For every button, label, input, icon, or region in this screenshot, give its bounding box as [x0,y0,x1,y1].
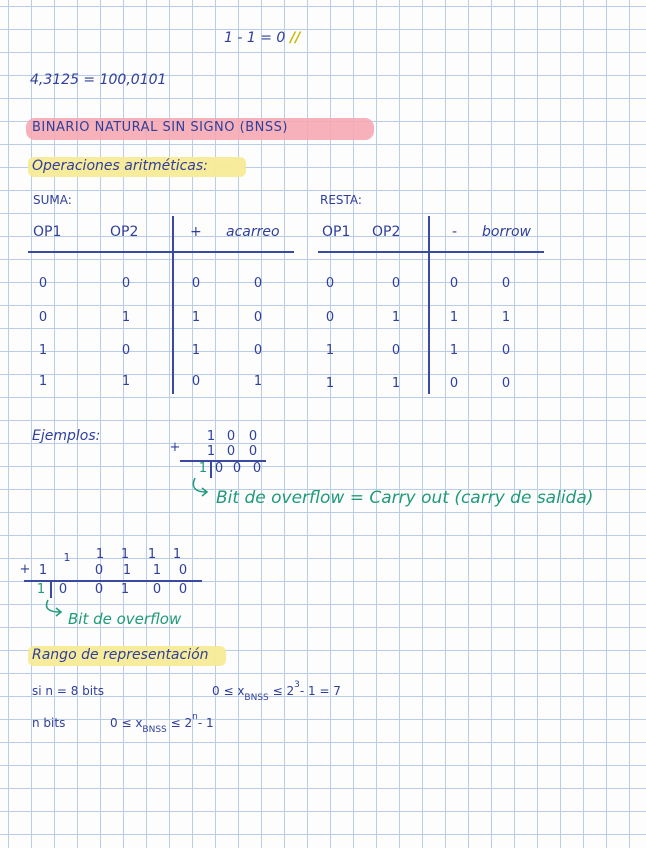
resta-r0c1: 0 [391,276,401,291]
resta-r0c2: 0 [449,276,459,291]
suma-label: SUMA: [33,193,72,207]
suma-r2c3: 0 [253,343,263,358]
top-equation-text: 1 - 1 = 0 [224,30,286,46]
range-line-2 [32,716,65,730]
section-title: BINARIO NATURAL SIN SIGNO (BNSS) [32,120,288,135]
ex2-result-d0: 0 [58,582,68,597]
operations-title: Operaciones aritméticas: [32,158,208,174]
resta-r3c0: 1 [325,376,335,391]
range-line2-sub: BNSS [142,725,167,735]
resta-r3c2: 0 [449,376,459,391]
resta-r3c1: 1 [391,376,401,391]
ex2-carry-2: 1 [120,547,130,562]
suma-r1c2: 1 [191,310,201,325]
suma-r1c0: 0 [38,310,48,325]
range-line2-sup: n [192,712,198,722]
resta-r2c2: 1 [449,343,459,358]
ex1-row2-d0: 1 [206,444,216,459]
range-line2-end: - 1 [197,716,214,730]
resta-r0c3: 0 [501,276,511,291]
resta-header-rule [318,251,544,253]
ex2-result-d1: 0 [94,582,104,597]
ex2-row1-d2: 1 [122,563,132,578]
resta-header-op1: OP1 [322,224,351,240]
range-line1-prefix: si n = 8 bits [32,684,105,698]
range-line1-rest: ≤ 2 [272,684,295,698]
suma-r0c2: 0 [191,276,201,291]
suma-r1c1: 1 [121,310,131,325]
ex1-row1-d1: 0 [226,429,236,444]
ex1-row1-d0: 1 [206,429,216,444]
resta-r3c3: 0 [501,376,511,391]
ex2-overflow-separator [50,582,52,598]
ex1-overflow-note: Bit de overflow = Carry out (carry de salida) [216,488,594,508]
ex2-carry-3: 1 [147,547,157,562]
resta-r0c0: 0 [325,276,335,291]
ex1-result-d0: 0 [214,461,224,476]
suma-vertical-rule [172,216,174,394]
ex2-curved-arrow-icon [44,600,68,620]
top-equation [224,30,300,46]
resta-r1c0: 0 [325,310,335,325]
suma-r2c1: 0 [121,343,131,358]
range-line2-prefix: n bits [32,716,66,730]
resta-r2c3: 0 [501,343,511,358]
ex1-result-d1: 0 [232,461,242,476]
range-line1-end: - 1 = 7 [299,684,341,698]
resta-header-borrow: borrow [482,224,531,240]
ex2-result-d4: 0 [178,582,188,597]
suma-r0c0: 0 [38,276,48,291]
suma-header-plus: + [190,224,202,240]
ex2-row1-d1: 0 [94,563,104,578]
ex2-carry-4: 1 [172,547,182,562]
resta-r1c1: 1 [391,310,401,325]
ex2-row1-d0: 1 [38,563,48,578]
suma-header-rule [28,251,294,253]
suma-r3c1: 1 [121,374,131,389]
ex2-plus-sign: + [19,562,31,577]
resta-header-op2: OP2 [372,224,401,240]
range-line2-rest: ≤ 2 [170,716,193,730]
ex1-row2-d1: 0 [226,444,236,459]
ex2-row1-d3: 1 [152,563,162,578]
examples-label: Ejemplos: [32,428,101,444]
range-line-1-expr [212,680,341,703]
ex1-row2-d2: 0 [248,444,258,459]
resta-r2c0: 1 [325,343,335,358]
ex1-plus-sign: + [169,440,181,455]
range-line1-expr: 0 ≤ x [212,684,245,698]
ex1-overflow-bit: 1 [198,461,208,476]
suma-header-op2: OP2 [110,224,139,240]
suma-r1c3: 0 [253,310,263,325]
ex2-result-d2: 1 [120,582,130,597]
range-line1-sup: 3 [294,680,300,690]
suma-r2c2: 1 [191,343,201,358]
resta-r2c1: 0 [391,343,401,358]
suma-header-acarreo: acarreo [226,224,280,240]
range-title: Rango de representación [32,647,209,663]
ex1-row1-d2: 0 [248,429,258,444]
resta-r1c3: 1 [501,310,511,325]
ex1-curved-arrow-icon [190,478,214,500]
resta-r1c2: 1 [449,310,459,325]
double-slash-mark: // [285,30,301,46]
ex2-result-d3: 0 [152,582,162,597]
ex2-carry-1: 1 [95,547,105,562]
range-line-1 [32,684,104,698]
suma-header-op1: OP1 [33,224,62,240]
ex2-row1-d4: 0 [178,563,188,578]
ex2-overflow-note: Bit de overflow [68,610,182,628]
conversion-line: 4,3125 = 100,0101 [30,72,167,88]
ex2-overflow-bit: 1 [36,582,46,597]
resta-header-minus: - [452,224,458,240]
suma-r3c2: 0 [191,374,201,389]
resta-vertical-rule [428,216,430,394]
suma-r3c0: 1 [38,374,48,389]
range-line1-sub: BNSS [244,693,269,703]
resta-label: RESTA: [320,193,362,207]
range-line-2-expr [110,712,214,735]
range-line2-expr: 0 ≤ x [110,716,143,730]
ex1-result-d2: 0 [252,461,262,476]
ex2-carry-0: 1 [63,551,71,564]
suma-r2c0: 1 [38,343,48,358]
suma-r0c1: 0 [121,276,131,291]
suma-r0c3: 0 [253,276,263,291]
suma-r3c3: 1 [253,374,263,389]
